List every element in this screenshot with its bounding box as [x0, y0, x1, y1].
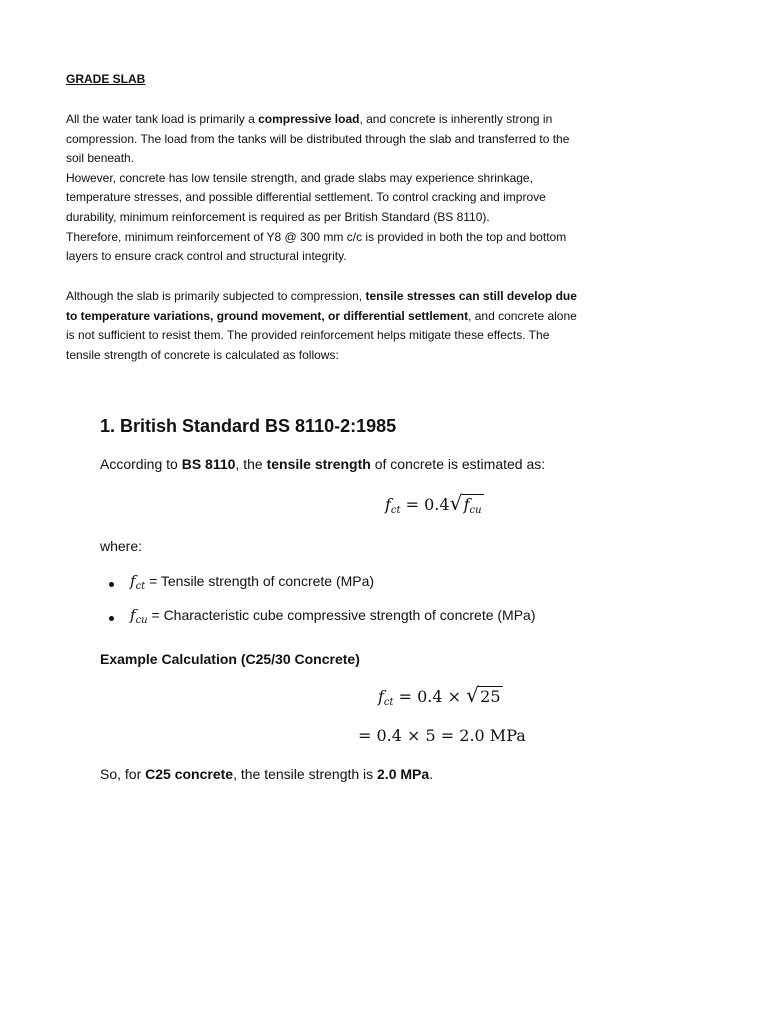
where-label: where:	[100, 538, 143, 554]
sqrt-symbol	[466, 686, 502, 706]
section-heading: GRADE SLAB	[66, 72, 146, 86]
calc1-eq: = 0.4 ×	[393, 687, 467, 706]
result-line	[100, 766, 433, 782]
bullet1-sub: ct	[135, 581, 146, 592]
calc1-rad: 25	[480, 687, 501, 706]
formula-f-rad: f	[463, 495, 470, 514]
p2-text-b: , and concrete alone is not sufficient to resist them. The provided reinforcement helps mitigate these effects. The tensile strength of concrete is calculated as follows:	[66, 308, 577, 362]
bullet-icon	[109, 616, 114, 621]
bullet2-sub: cu	[135, 615, 148, 626]
result-a: So, for	[100, 766, 146, 782]
calc-line-1	[378, 686, 503, 708]
intro-bold-bs8110: BS 8110	[181, 456, 236, 472]
bullet1-text: = Tensile strength of concrete (MPa)	[149, 573, 375, 589]
paragraph-tensile	[66, 287, 586, 365]
figure-intro	[100, 456, 545, 472]
p1-text-a: All the water tank load is primarily a	[66, 112, 259, 126]
bs8110-figure	[100, 410, 620, 800]
formula-sub-cu: cu	[469, 505, 482, 516]
result-bold-value: 2.0 MPa	[377, 766, 430, 782]
formula-f: f	[385, 495, 391, 514]
sqrt-symbol	[450, 494, 484, 516]
bullet-icon	[109, 582, 114, 587]
bullet-fct	[130, 572, 374, 592]
intro-text-a: According to	[100, 456, 182, 472]
formula-sub-ct: ct	[390, 505, 401, 516]
bullet-fcu	[130, 606, 536, 626]
intro-text-c: , the	[235, 456, 267, 472]
intro-text-d: of concrete is estimated as:	[370, 456, 546, 472]
p2-text-a: Although the slab is primarily subjected to compression,	[66, 289, 366, 303]
result-d: .	[429, 766, 434, 782]
intro-bold-tensile: tensile strength	[266, 456, 371, 472]
calc-line-2: = 0.4 × 5 = 2.0 MPa	[358, 726, 526, 745]
example-title: Example Calculation (C25/30 Concrete)	[100, 651, 360, 667]
calc1-f: f	[378, 687, 384, 706]
formula-eq: = 0.4	[400, 495, 450, 514]
bullet1-f: f	[130, 572, 136, 590]
calc1-sub: ct	[383, 697, 394, 708]
p2-bold-tensile: tensile stresses can still develop due to temperature variations, ground movement, or differential settlement	[66, 289, 577, 323]
figure-title: 1. British Standard BS 8110-2:1985	[100, 416, 397, 436]
paragraph-intro	[66, 110, 586, 267]
result-c: , the tensile strength is	[233, 766, 378, 782]
result-bold-c25: C25 concrete	[145, 766, 234, 782]
p1-text-c: However, concrete has low tensile strength, and grade slabs may experience shrinkage, temperature stresses, and possible differential settlement. To control cracking and improve durability, minimum reinforcement is required as per British Standard (BS 8110).	[66, 170, 546, 224]
p1-bold-compressive-load: compressive load	[258, 112, 360, 126]
bullet2-text: = Characteristic cube compressive strength of concrete (MPa)	[151, 607, 536, 623]
p1-text-b: , and concrete is inherently strong in compression. The load from the tanks will be distributed through the slab and transferred to the soil beneath.	[66, 112, 570, 166]
formula-main	[385, 494, 484, 516]
bullet2-f: f	[130, 606, 136, 624]
p1-text-d: Therefore, minimum reinforcement of Y8 @ 300 mm c/c is provided in both the top and bottom layers to ensure crack control and structural integrity.	[66, 229, 567, 264]
